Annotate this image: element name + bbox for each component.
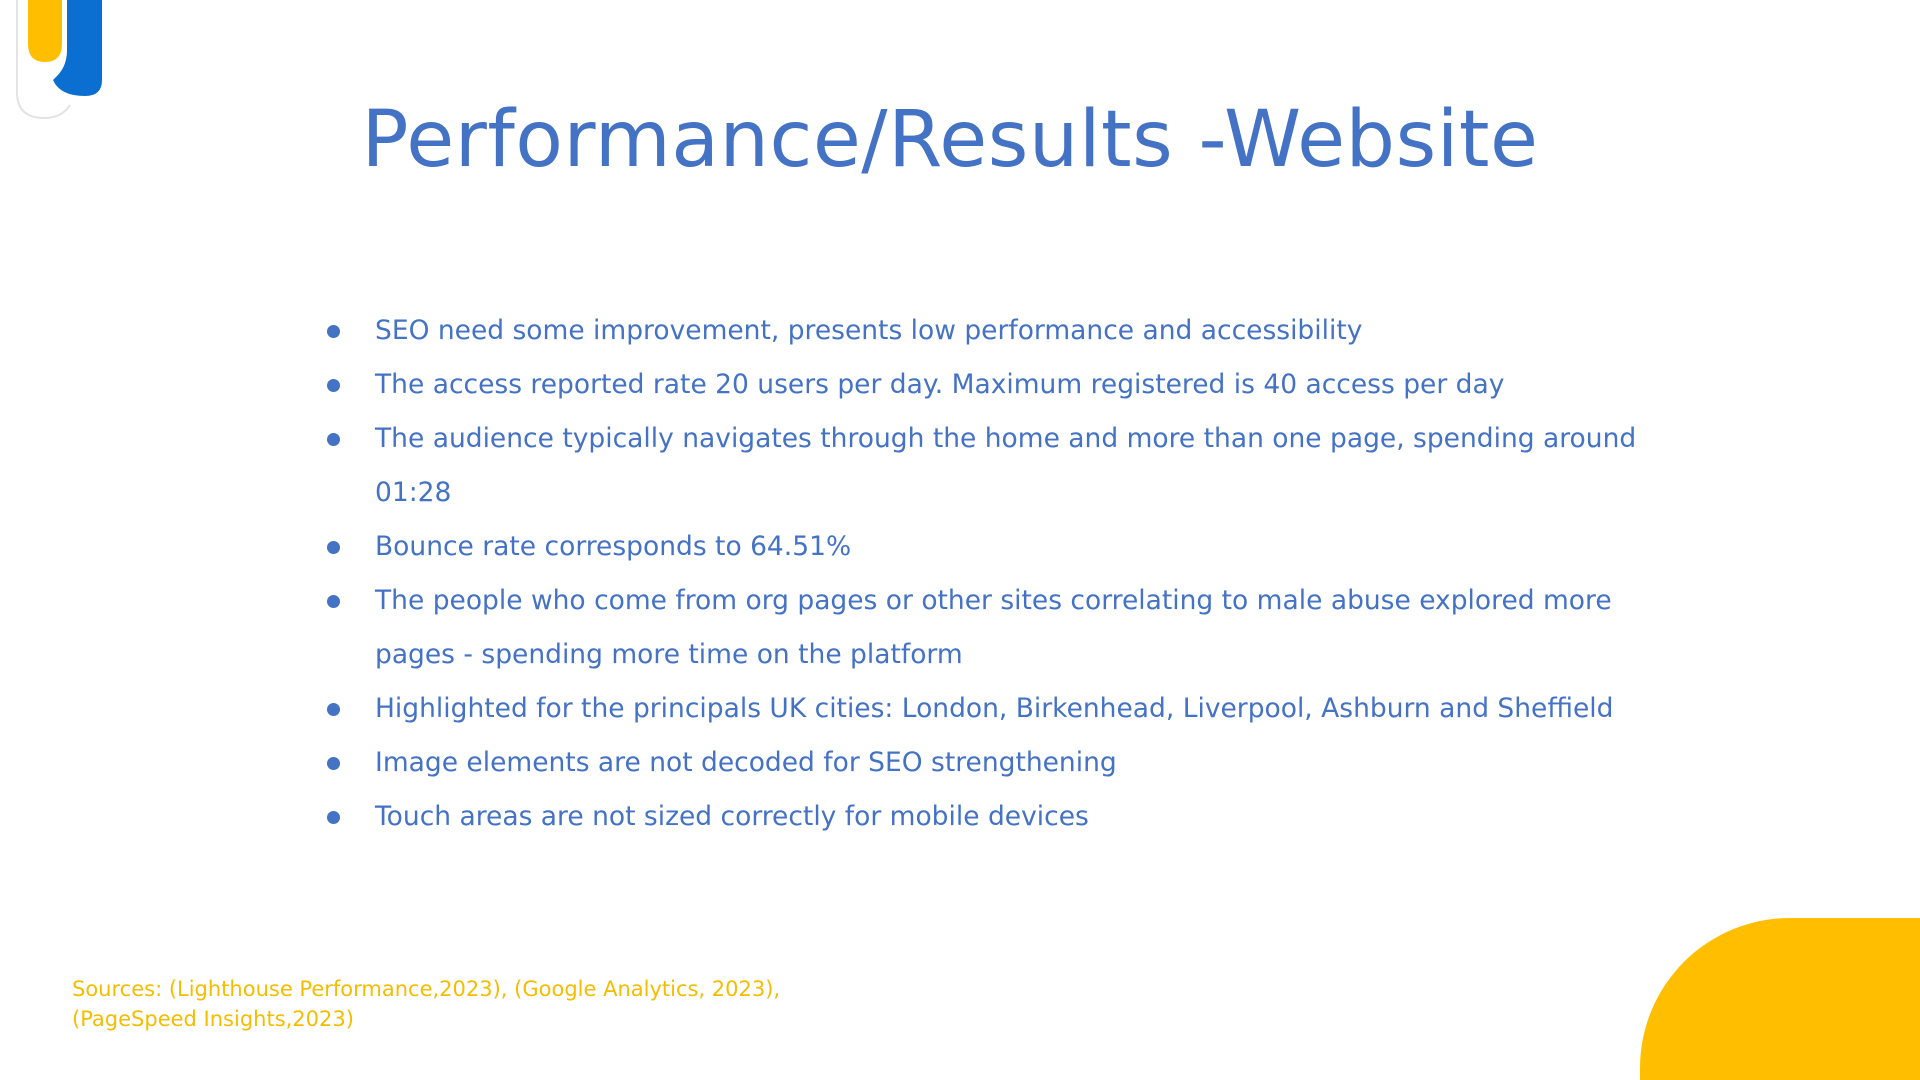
list-item (320, 304, 1640, 358)
corner-decoration-shape (1640, 918, 1920, 1080)
bullet-dot-icon (327, 433, 340, 446)
bullet-dot-icon (327, 811, 340, 824)
bullet-text: The access reported rate 20 users per day. Maximum registered is 40 access per day (375, 369, 1505, 400)
list-item (320, 358, 1640, 412)
slide-title: Performance/Results -Website (361, 95, 1539, 185)
bullet-dot-icon (327, 325, 340, 338)
bullet-text: Touch areas are not sized correctly for mobile devices (375, 801, 1089, 832)
sources-line: Sources: (Lighthouse Performance,2023), (Google Analytics, 2023), (72, 977, 781, 1001)
sources-note (72, 974, 832, 1034)
bullet-list (320, 304, 1640, 844)
bullet-text: The audience typically navigates through the home and more than one page, spending around 01:28 (375, 423, 1637, 508)
bullet-text: SEO need some improvement, presents low performance and accessibility (375, 315, 1363, 346)
list-item (320, 574, 1640, 682)
bullet-dot-icon (327, 757, 340, 770)
bullet-dot-icon (327, 541, 340, 554)
sources-line: (PageSpeed Insights,2023) (72, 1007, 354, 1031)
bullet-text: Image elements are not decoded for SEO strengthening (375, 747, 1117, 778)
bullet-dot-icon (327, 379, 340, 392)
list-item (320, 682, 1640, 736)
list-item (320, 520, 1640, 574)
bullet-text: The people who come from org pages or other sites correlating to male abuse explored more pages - spending more time on the platform (375, 585, 1612, 670)
list-item (320, 412, 1640, 520)
bullet-dot-icon (327, 703, 340, 716)
bullet-dot-icon (327, 595, 340, 608)
bullet-text: Bounce rate corresponds to 64.51% (375, 531, 852, 562)
list-item (320, 790, 1640, 844)
bullet-text: Highlighted for the principals UK cities: London, Birkenhead, Liverpool, Ashburn and Sheffield (375, 693, 1614, 724)
list-item (320, 736, 1640, 790)
